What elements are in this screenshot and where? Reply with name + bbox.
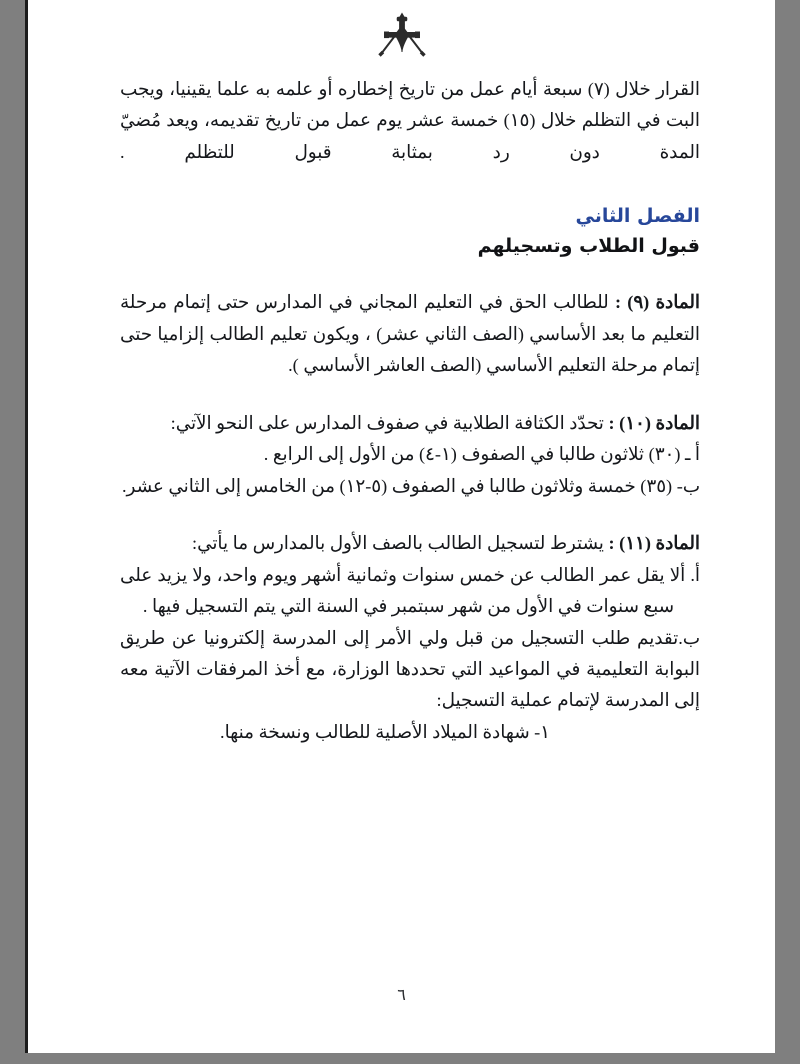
- article-10-label: المادة (١٠) :: [608, 412, 700, 433]
- spacer: [120, 168, 700, 202]
- document-content: [120, 74, 700, 748]
- document-page-sheet: [25, 0, 775, 1053]
- article-11-item-a: أ. ألا يقل عمر الطالب عن خمس سنوات وثمانية أشهر ويوم واحد، ولا يزيد على سبع سنوات في الأول من شهر سبتمبر في السنة التي يتم التسجيل فيها .: [120, 564, 700, 617]
- spacer: [120, 502, 700, 528]
- chapter-title: الفصل الثاني: [575, 205, 700, 228]
- article-10-item-a: أ ـ (٣٠) ثلاثون طالبا في الصفوف (١-٤) من الأول إلى الرابع .: [263, 444, 700, 465]
- chapter-heading: [120, 202, 700, 261]
- page-number: ٦: [397, 987, 406, 1004]
- article-9-label: المادة (٩) :: [614, 292, 700, 313]
- article-11: [120, 528, 700, 559]
- spacer: [120, 382, 700, 408]
- article-11-item-b: ب.تقديم طلب التسجيل من قبل ولي الأمر إلى المدرسة إلكترونيا عن طريق البوابة التعليمية في المواعيد التي تحددها الوزارة، مع أخذ المرفقات الآتية معه إلى المدرسة لإتمام عملية التسجيل:: [120, 627, 700, 711]
- article-10-body: تحدّد الكثافة الطلابية في صفوف المدارس على النحو الآتي:: [170, 412, 604, 433]
- chapter-subtitle: قبول الطلاب وتسجيلهم: [477, 234, 700, 257]
- article-11-attachment-1: ١- شهادة الميلاد الأصلية للطالب ونسخة منها.: [220, 721, 550, 742]
- article-9-body: للطالب الحق في التعليم المجاني في المدارس حتى إتمام مرحلة التعليم ما بعد الأساسي (الصف الثاني عشر) ، ويكون تعليم الطالب إلزاميا حتى إتمام مرحلة التعليم الأساسي (الصف العاشر الأساسي ).: [120, 292, 700, 376]
- article-10: [120, 408, 700, 439]
- article-11-label: المادة (١١) :: [608, 533, 700, 554]
- spacer: [120, 261, 700, 287]
- article-10-item-b: ب- (٣٥) خمسة وثلاثون طالبا في الصفوف (٥-١٢) من الخامس إلى الثاني عشر.: [121, 475, 700, 496]
- national-emblem: [28, 12, 775, 60]
- oman-emblem-icon: [374, 12, 430, 60]
- article-9: [120, 287, 700, 381]
- article-11-body: يشترط لتسجيل الطالب بالصف الأول بالمدارس ما يأتي:: [192, 533, 604, 554]
- top-continuation-paragraph: القرار خلال (٧) سبعة أيام عمل من تاريخ إخطاره أو علمه به علما يقينيا، ويجب البت في التظلم خلال (١٥) خمسة عشر يوم عمل من تاريخ تقديمه، ويعد مُضيّ المدة دون رد بمثابة قبول للتظلم .: [120, 79, 701, 162]
